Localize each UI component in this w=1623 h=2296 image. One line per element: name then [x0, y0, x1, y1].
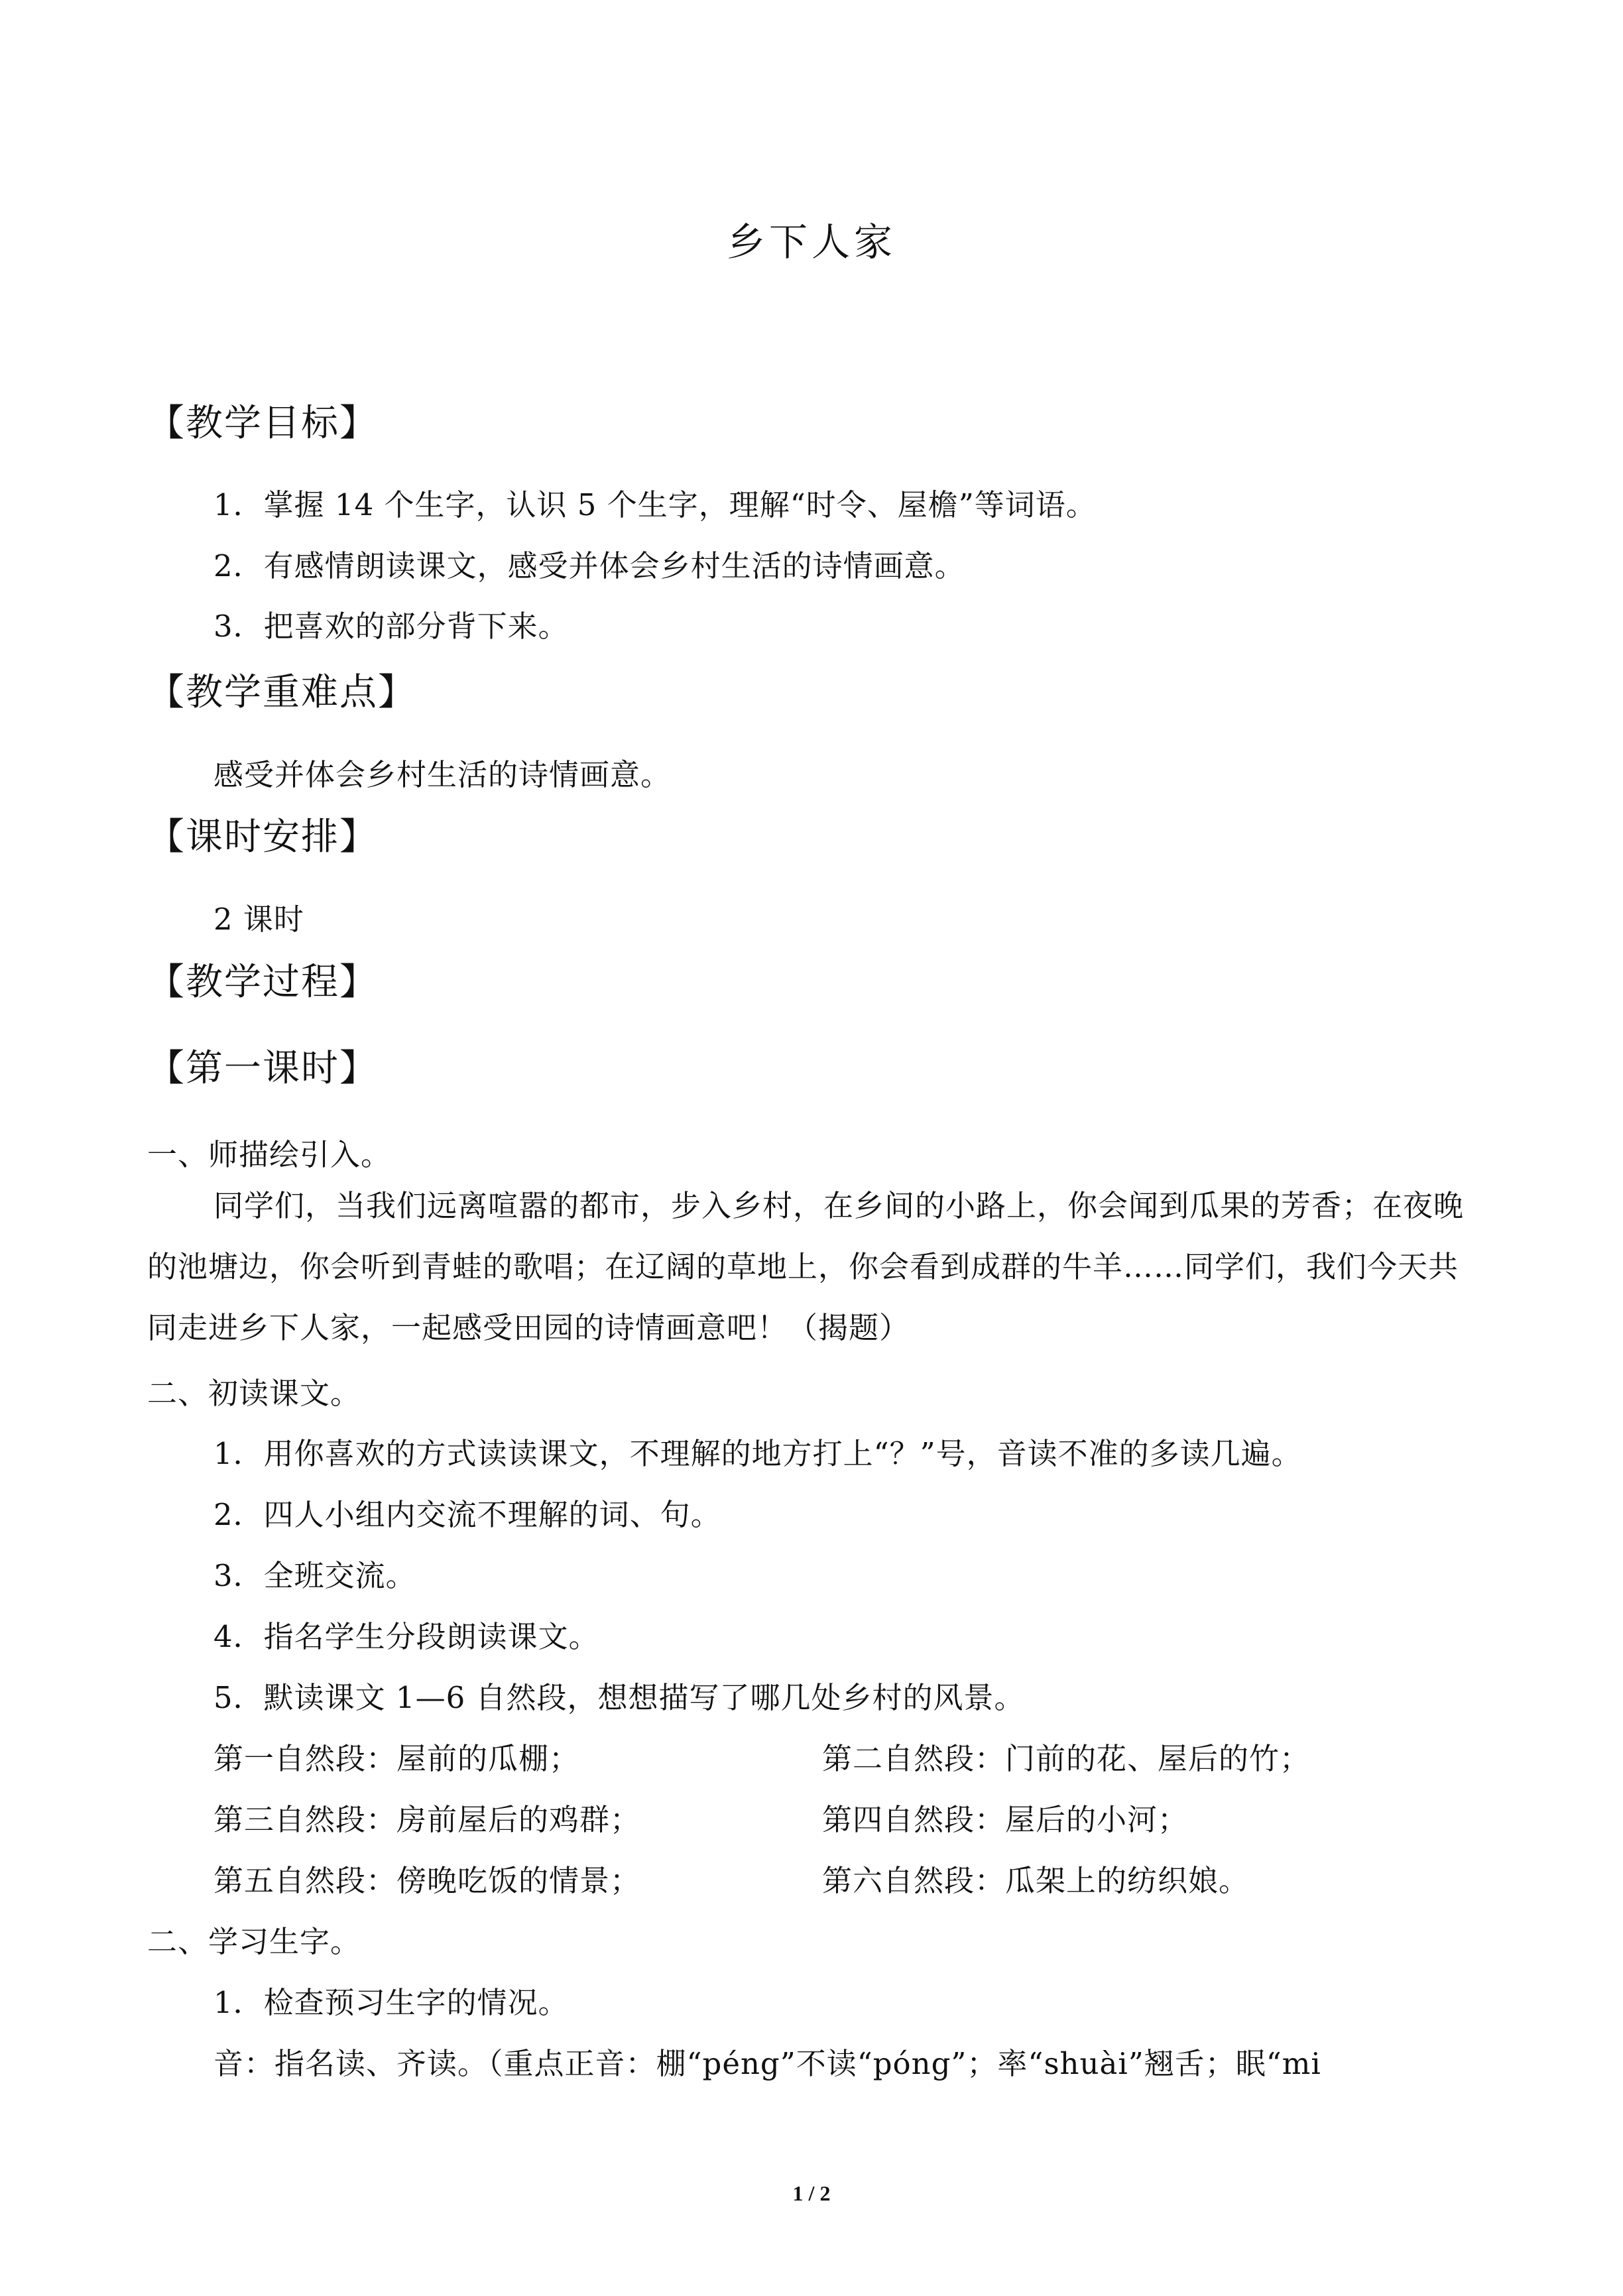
lesson1-heading: 【第一课时】: [147, 1047, 378, 1090]
schedule-heading: 【课时安排】: [147, 816, 378, 859]
objective-item: 1．掌握 14 个生字，认识 5 个生字，理解“时令、屋檐”等词语。: [213, 487, 1097, 522]
key-points-heading: 【教学重难点】: [147, 671, 416, 714]
process-heading: 【教学过程】: [147, 961, 378, 1004]
step1-paragraph: 同学们，当我们远离喧嚣的都市，步入乡村，在乡间的小路上，你会闻到瓜果的芳香；在夜晚的池塘边，你会听到青蛙的歌唱；在辽阔的草地上，你会看到成群的牛羊……同学们，我们今天共同走进乡下人家，一起感受田园的诗情画意吧！（揭题）: [147, 1188, 1465, 1345]
step2-item: 3．全班交流。: [213, 1558, 416, 1593]
step1-title: 一、师描绘引入。: [147, 1137, 392, 1172]
step2-item: 2．四人小组内交流不理解的词、句。: [213, 1497, 721, 1532]
step3-item: 音：指名读、齐读。（重点正音：棚“péng”不读“póng”；率“shuài”翘舌；眠“mi: [213, 2046, 1321, 2081]
paragraph-summary-right: 第二自然段：门前的花、屋后的竹；: [822, 1741, 1311, 1776]
paragraph-summary-left: 第三自然段：房前屋后的鸡群；: [213, 1802, 641, 1837]
objective-item: 2．有感情朗读课文，感受并体会乡村生活的诗情画意。: [213, 548, 965, 583]
step3-title: 二、学习生字。: [147, 1924, 361, 1959]
paragraph-summary-right: 第四自然段：屋后的小河；: [822, 1802, 1189, 1837]
step2-item: 1．用你喜欢的方式读读课文，不理解的地方打上“？”号，音读不准的多读几遍。: [213, 1436, 1302, 1471]
key-points-text: 感受并体会乡村生活的诗情画意。: [213, 757, 672, 792]
page-number: 1 / 2: [792, 2181, 831, 2205]
step3-item: 1．检查预习生字的情况。: [213, 1985, 569, 2020]
schedule-text: 2 课时: [213, 902, 304, 937]
step2-title: 二、初读课文。: [147, 1376, 361, 1411]
step2-item: 4．指名学生分段朗读课文。: [213, 1619, 599, 1654]
paragraph-summary-right: 第六自然段：瓜架上的纺织娘。: [822, 1863, 1250, 1898]
paragraph-summary-left: 第五自然段：傍晚吃饭的情景；: [213, 1863, 641, 1898]
step2-item: 5．默读课文 1—6 自然段，想想描写了哪几处乡村的风景。: [213, 1680, 1025, 1715]
paragraph-summary-left: 第一自然段：屋前的瓜棚；: [213, 1741, 580, 1776]
document-title: 乡下人家: [726, 219, 896, 265]
objective-item: 3．把喜欢的部分背下来。: [213, 609, 569, 644]
objectives-heading: 【教学目标】: [147, 402, 378, 445]
